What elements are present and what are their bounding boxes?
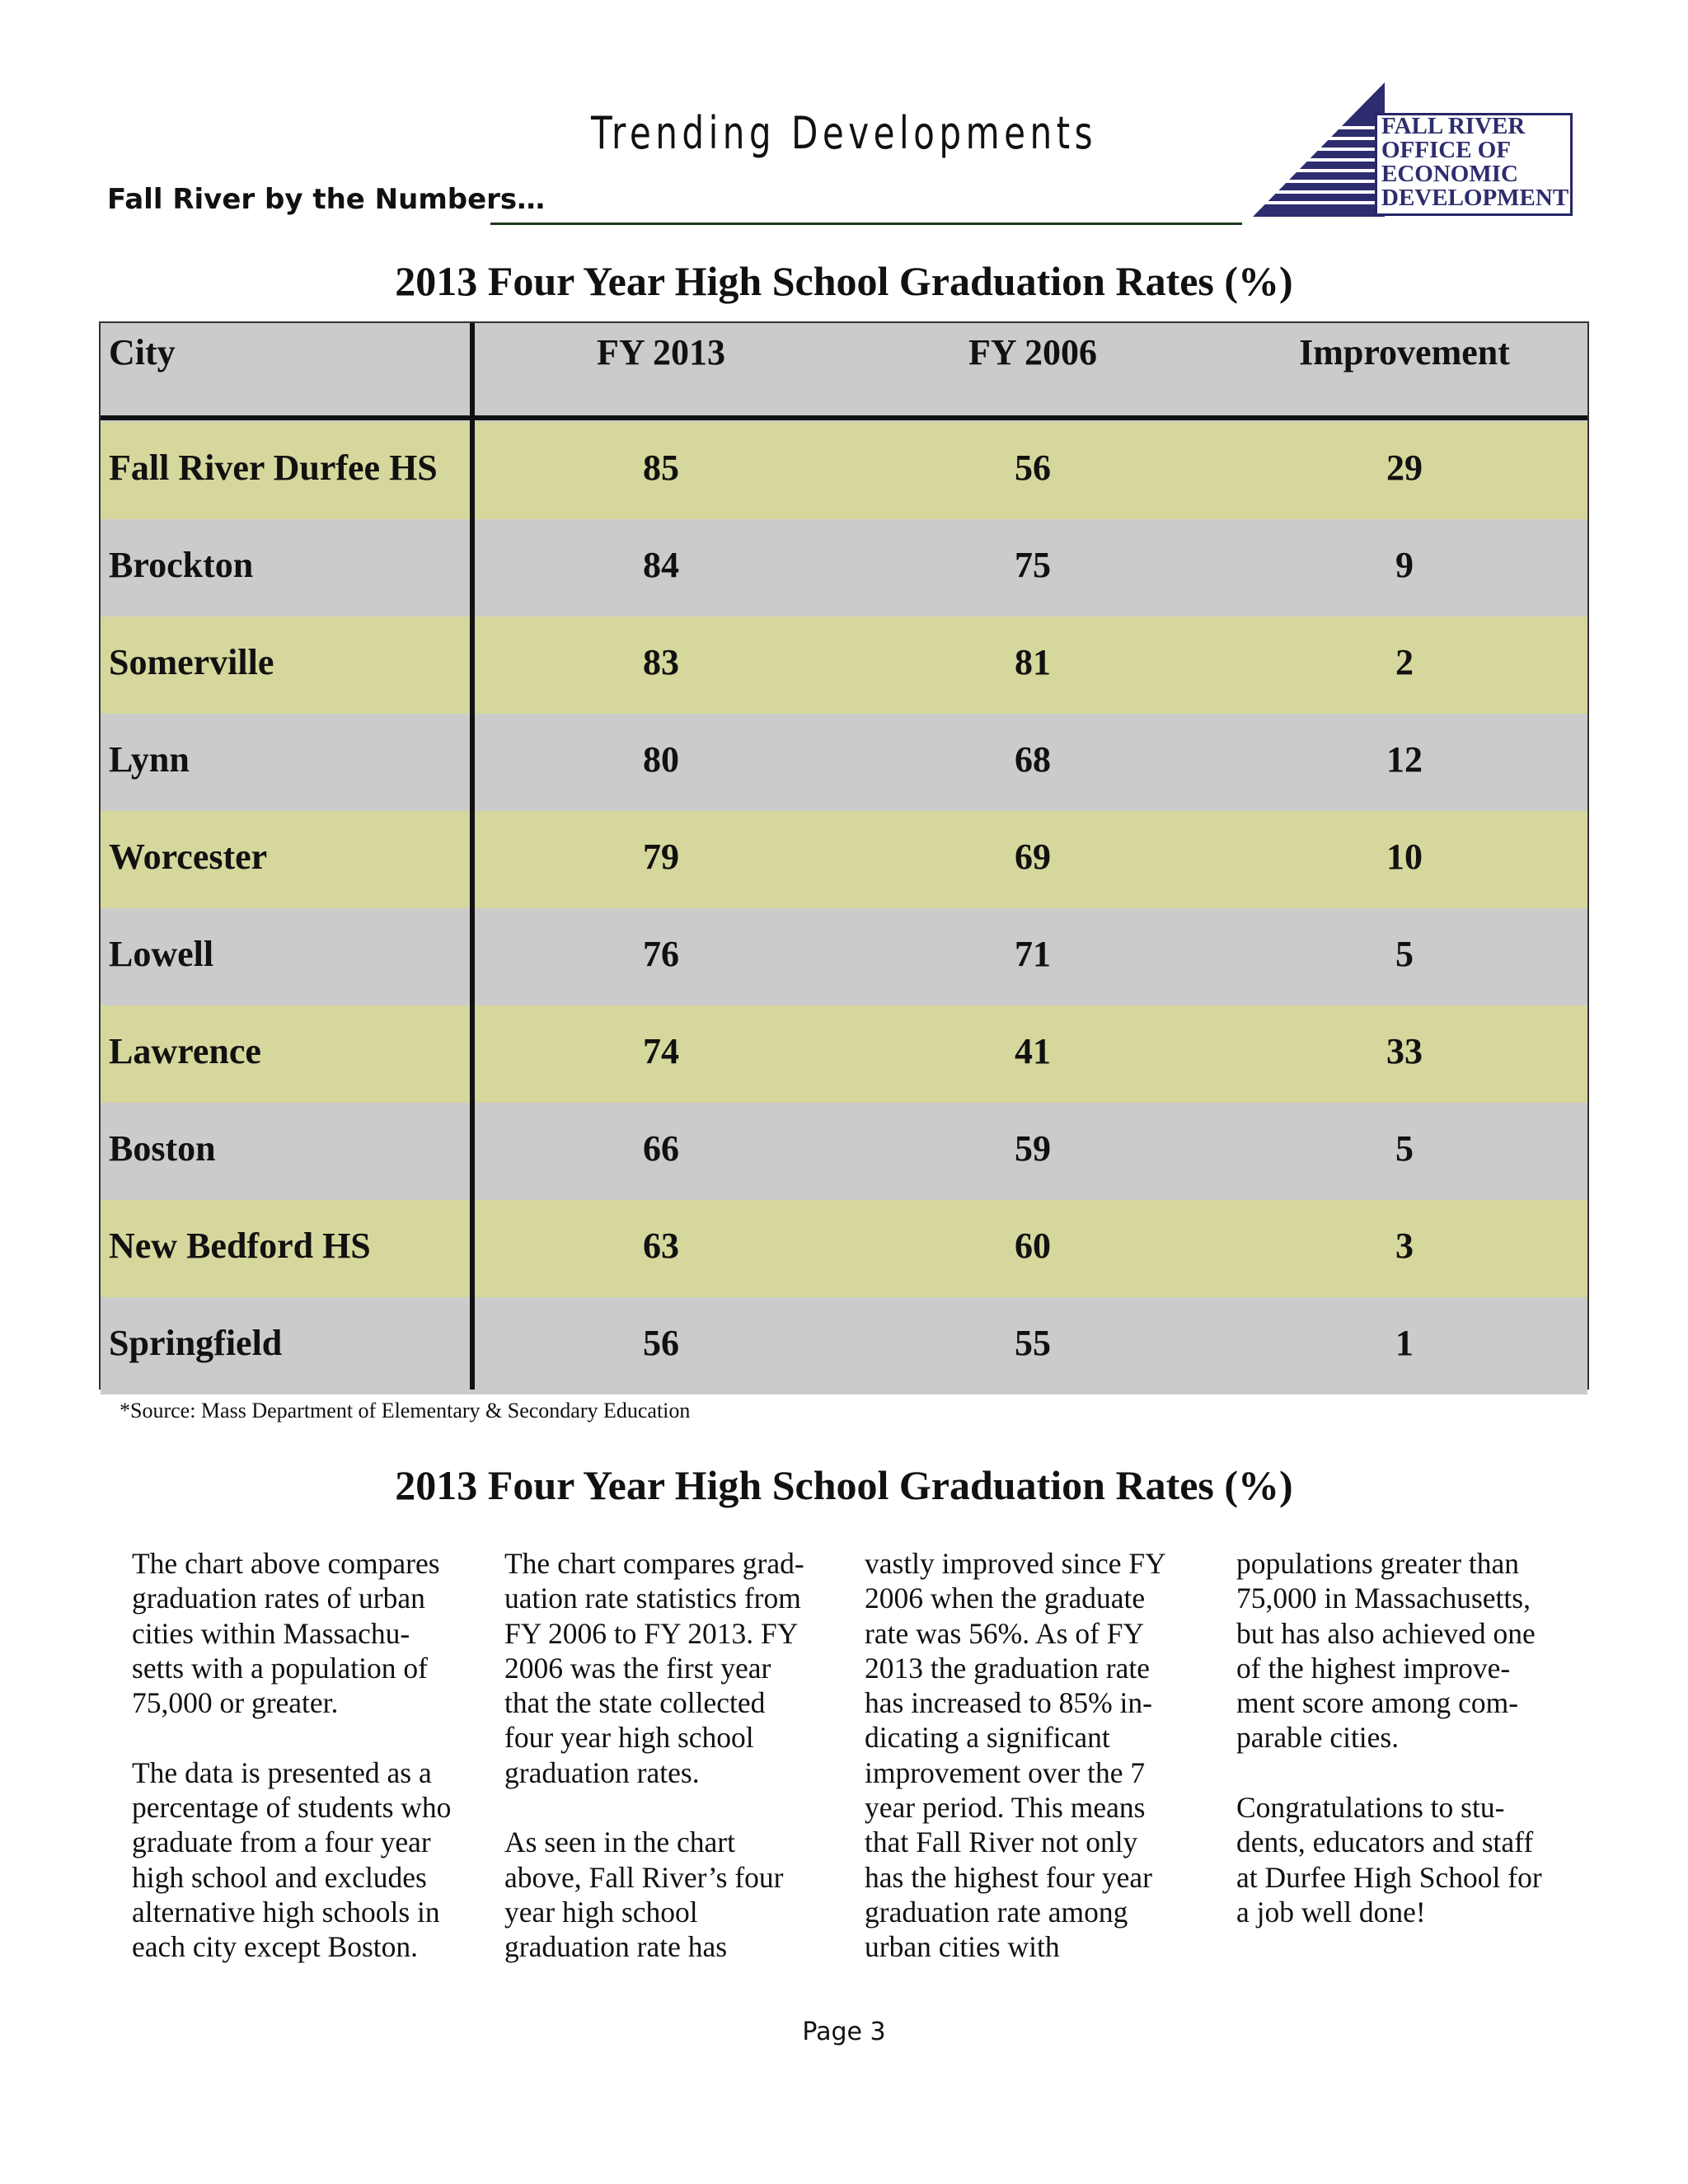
article-line — [1236, 1755, 1582, 1790]
graduation-rates-table — [99, 321, 1589, 1390]
logo-line: DEVELOPMENT — [1381, 185, 1569, 211]
improvement-cell: 9 — [1395, 545, 1414, 585]
fy2013-cell: 56 — [643, 1323, 679, 1363]
improvement-cell: 10 — [1386, 837, 1423, 877]
article-line: Congratulations to stu- — [1236, 1791, 1505, 1825]
table-row — [101, 1005, 1587, 1103]
article-line: populations greater than — [1236, 1547, 1520, 1580]
article-line: a job well done! — [1236, 1895, 1426, 1929]
article-line: The chart above compares — [132, 1547, 440, 1580]
article-line: alternative high schools in — [132, 1895, 440, 1929]
table-row — [101, 714, 1587, 811]
fy2013-cell: 74 — [643, 1031, 679, 1071]
page-header-title: Trending Developments — [591, 107, 1097, 159]
table-row — [101, 1297, 1587, 1394]
article-line: The data is presented as a — [132, 1755, 432, 1789]
fy2013-cell: 84 — [643, 545, 679, 585]
improvement-cell: 3 — [1395, 1226, 1414, 1266]
article-line: that Fall River not only — [865, 1825, 1138, 1859]
logo-wordmark — [1381, 115, 1579, 210]
table-row — [101, 1103, 1587, 1200]
article-line: graduate from a four year — [132, 1825, 431, 1859]
article-title: 2013 Four Year High School Graduation Rates (%) — [395, 1462, 1293, 1508]
column-header-fy2013: FY 2013 — [596, 332, 726, 373]
article-line: 75,000 or greater. — [132, 1686, 339, 1720]
table-row — [101, 811, 1587, 908]
article-line: year high school — [504, 1895, 698, 1929]
fy2006-cell: 59 — [1015, 1128, 1051, 1169]
article-line: graduation rate has — [504, 1930, 728, 1964]
fy2013-cell: 79 — [643, 837, 679, 877]
article-line: percentage of students who — [132, 1791, 452, 1825]
city-cell: Fall River Durfee HS — [109, 448, 438, 488]
fy2006-cell: 55 — [1015, 1323, 1051, 1363]
article-line: parable cities. — [1236, 1721, 1400, 1755]
article-column-1 — [132, 1546, 478, 1965]
city-cell: Boston — [109, 1128, 216, 1169]
table-row — [101, 519, 1587, 616]
table-row — [101, 422, 1587, 519]
table-column-divider — [470, 323, 475, 1390]
fy2006-cell: 60 — [1015, 1226, 1051, 1266]
fy2013-cell: 80 — [643, 739, 679, 780]
article-line: cities within Massachu- — [132, 1616, 410, 1650]
article-line: rate was 56%. As of FY — [865, 1616, 1145, 1650]
article-line: year period. This means — [865, 1791, 1146, 1825]
fy2006-cell: 69 — [1015, 837, 1051, 877]
table-row — [101, 616, 1587, 714]
page-number: Page 3 — [802, 2018, 886, 2046]
article-column-4 — [1236, 1546, 1582, 1929]
article-line: has the highest four year — [865, 1860, 1152, 1894]
article-line: graduation rates. — [504, 1755, 700, 1789]
article-line: each city except Boston. — [132, 1930, 418, 1964]
article-line: high school and excludes — [132, 1860, 427, 1894]
page-header-subtitle: Fall River by the Numbers… — [107, 183, 546, 216]
article-line: setts with a population of — [132, 1651, 428, 1685]
article-line: has increased to 85% in- — [865, 1686, 1152, 1720]
article-column-2 — [504, 1546, 851, 1965]
article-line: improvement over the 7 — [865, 1755, 1146, 1789]
city-cell: Lawrence — [109, 1031, 261, 1071]
article-line: 2006 was the first year — [504, 1651, 771, 1685]
article-line: above, Fall River’s four — [504, 1860, 784, 1894]
fy2013-cell: 76 — [643, 934, 679, 974]
article-line: but has also achieved one — [1236, 1616, 1536, 1650]
improvement-cell: 2 — [1395, 642, 1414, 682]
improvement-cell: 5 — [1395, 1128, 1414, 1169]
fy2006-cell: 68 — [1015, 739, 1051, 780]
logo-line: ECONOMIC — [1381, 161, 1518, 187]
improvement-cell: 33 — [1386, 1031, 1423, 1071]
fy2006-cell: 75 — [1015, 545, 1051, 585]
fy2006-cell: 71 — [1015, 934, 1051, 974]
article-line: of the highest improve- — [1236, 1651, 1511, 1685]
city-cell: Lowell — [109, 934, 214, 974]
article-line: four year high school — [504, 1721, 754, 1755]
city-cell: Worcester — [109, 837, 268, 877]
fy2013-cell: 83 — [643, 642, 679, 682]
article-line: that the state collected — [504, 1686, 766, 1720]
column-header-city: City — [109, 332, 176, 373]
table-row — [101, 1200, 1587, 1297]
fall-river-oed-logo — [1253, 78, 1578, 231]
column-header-improvement: Improvement — [1299, 332, 1510, 373]
article-line: dents, educators and staff — [1236, 1825, 1534, 1859]
article-line: The chart compares grad- — [504, 1547, 804, 1580]
city-cell: Somerville — [109, 642, 274, 682]
city-cell: Brockton — [109, 545, 254, 585]
fy2006-cell: 41 — [1015, 1031, 1051, 1071]
article-line: ment score among com- — [1236, 1686, 1519, 1720]
article-line: uation rate statistics from — [504, 1582, 801, 1615]
article-line: graduation rates of urban — [132, 1582, 425, 1615]
table-source-note: *Source: Mass Department of Elementary & Secondary Education — [120, 1399, 691, 1422]
article-line: 2006 when the graduate — [865, 1582, 1146, 1615]
fy2006-cell: 81 — [1015, 642, 1051, 682]
article-line: FY 2006 to FY 2013. FY — [504, 1616, 799, 1650]
table-title: 2013 Four Year High School Graduation Rates (%) — [395, 258, 1293, 304]
article-line: As seen in the chart — [504, 1825, 735, 1859]
article-line: urban cities with — [865, 1930, 1060, 1964]
column-header-fy2006: FY 2006 — [968, 332, 1098, 373]
logo-line: OFFICE OF — [1381, 137, 1512, 163]
fy2006-cell: 56 — [1015, 448, 1051, 488]
article-line: at Durfee High School for — [1236, 1860, 1542, 1894]
header-divider — [490, 223, 1242, 225]
fy2013-cell: 66 — [643, 1128, 679, 1169]
article-line: dicating a significant — [865, 1721, 1110, 1755]
article-line — [132, 1720, 478, 1755]
article-line: graduation rate among — [865, 1895, 1128, 1929]
city-cell: Springfield — [109, 1323, 283, 1363]
fy2013-cell: 63 — [643, 1226, 679, 1266]
article-column-3 — [865, 1546, 1211, 1965]
article-line: 2013 the graduation rate — [865, 1651, 1151, 1685]
table-header-row — [101, 323, 1587, 420]
logo-line: FALL RIVER — [1381, 113, 1526, 139]
table-row — [101, 908, 1587, 1005]
city-cell: New Bedford HS — [109, 1226, 371, 1266]
article-line: vastly improved since FY — [865, 1547, 1166, 1580]
improvement-cell: 29 — [1386, 448, 1423, 488]
fy2013-cell: 85 — [643, 448, 679, 488]
improvement-cell: 5 — [1395, 934, 1414, 974]
improvement-cell: 1 — [1395, 1323, 1414, 1363]
article-line — [504, 1790, 851, 1825]
city-cell: Lynn — [109, 739, 190, 780]
article-line: 75,000 in Massachusetts, — [1236, 1582, 1531, 1615]
improvement-cell: 12 — [1386, 739, 1423, 780]
